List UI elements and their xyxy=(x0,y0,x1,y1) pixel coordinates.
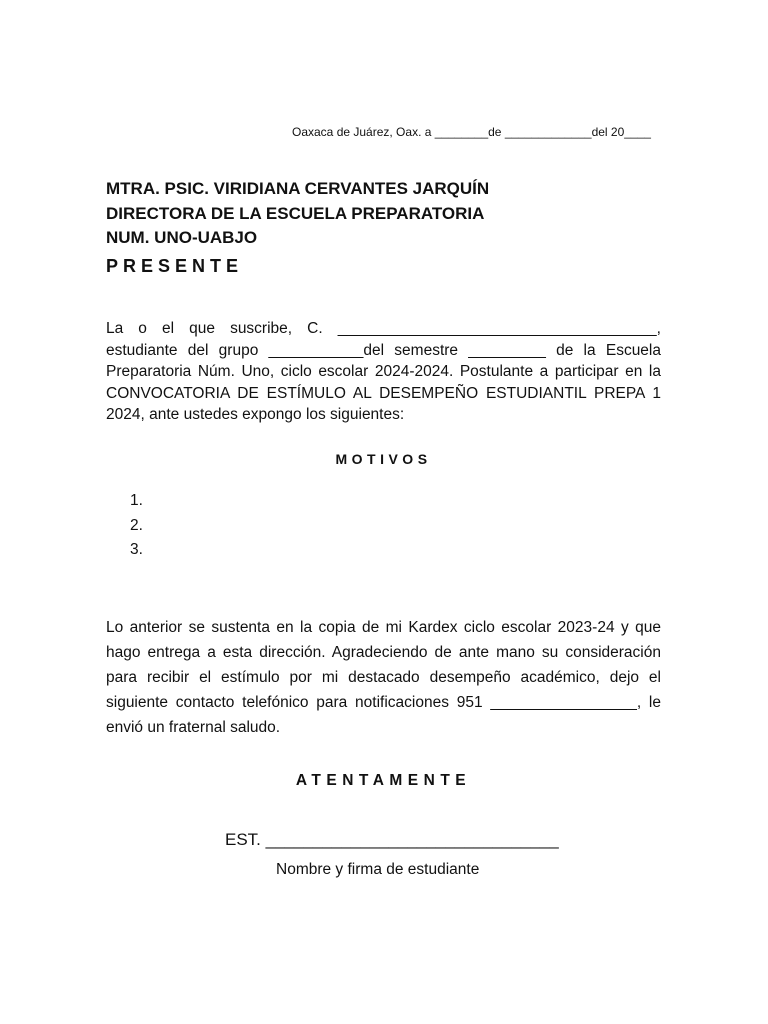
addressee-block xyxy=(106,177,666,280)
list-item: 3. xyxy=(130,541,143,558)
intro-paragraph: La o el que suscribe, C. _____________________________________, estudiante del grupo ___________del semestre _________ de la Escuela Preparatoria Núm. Uno, ciclo escolar 2024-2024. Postulante a participar en la CONVOCATORIA DE ESTÍMULO AL DESEMPEÑO ESTUDIANTIL PREPA 1 2024, ante ustedes expongo los siguientes: xyxy=(106,320,661,423)
date-line: Oaxaca de Juárez, Oax. a ________de _____________del 20____ xyxy=(292,125,651,139)
motivos-list xyxy=(130,489,143,563)
signature-line: EST. _______________________________ xyxy=(225,830,559,849)
addressee-title: DIRECTORA DE LA ESCUELA PREPARATORIA xyxy=(106,203,485,223)
closing-paragraph: Lo anterior se sustenta en la copia de mi Kardex ciclo escolar 2023-24 y que hago entrega a esta dirección. Agradeciendo de ante mano su consideración para recibir el estímulo por mi destacado desempeño académico, dejo el siguiente contacto telefónico para notificaciones 951 _________________, le envió un fraternal saludo. xyxy=(106,619,661,736)
addressee-institution: NUM. UNO-UABJO xyxy=(106,228,258,247)
motivos-heading: MOTIVOS xyxy=(335,451,432,467)
addressee-name: MTRA. PSIC. VIRIDIANA CERVANTES JARQUÍN xyxy=(106,179,490,198)
presente-heading: PRESENTE xyxy=(106,255,244,276)
signature-caption: Nombre y firma de estudiante xyxy=(276,861,480,878)
list-item: 2. xyxy=(130,516,143,534)
list-item: 1. xyxy=(130,492,143,509)
atentamente-heading: ATENTAMENTE xyxy=(295,772,472,789)
